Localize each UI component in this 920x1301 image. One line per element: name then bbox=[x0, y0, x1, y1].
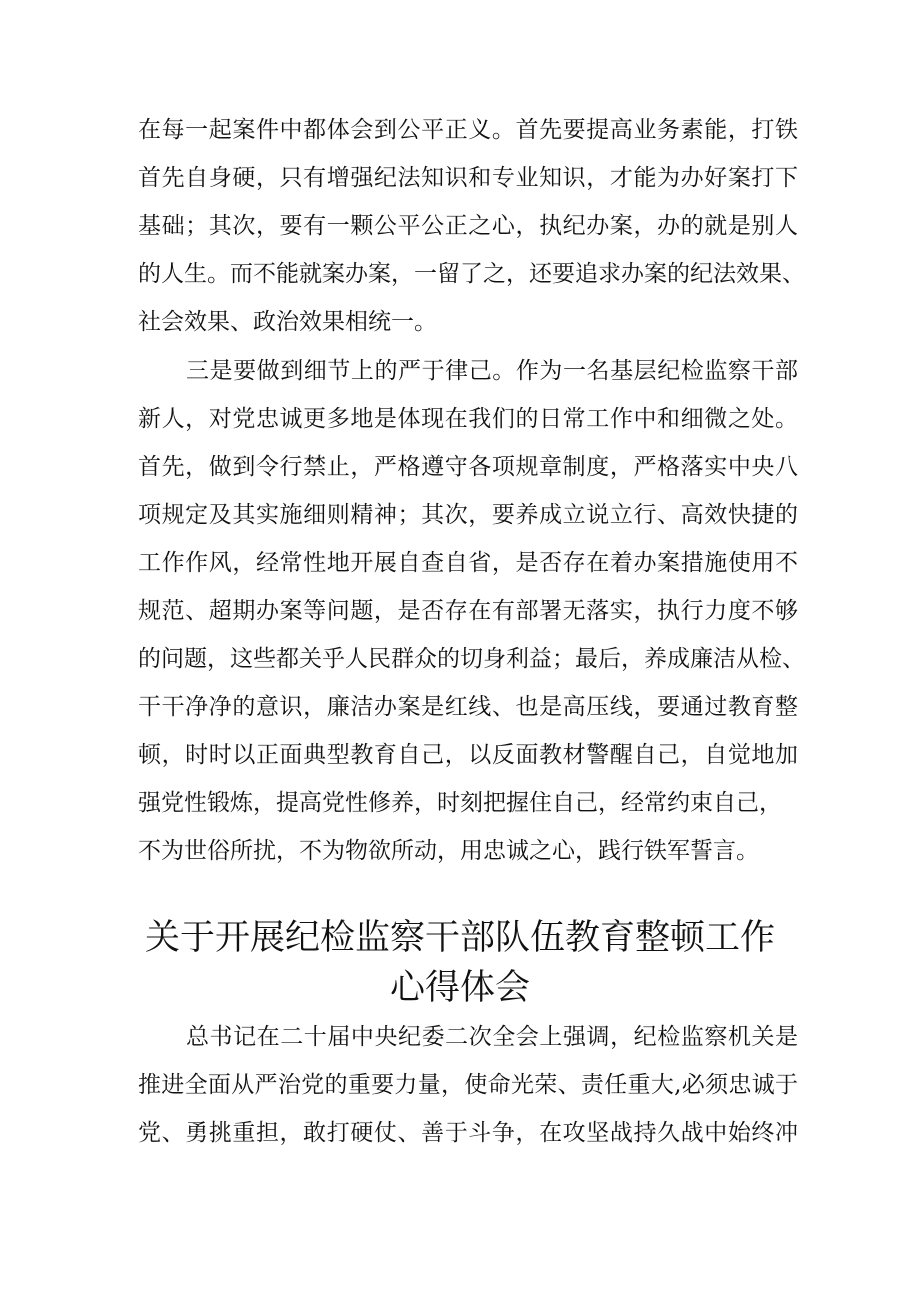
paragraph-line: 首先，做到令行禁止，严格遵守各项规章制度，严格落实中央八 bbox=[138, 454, 798, 480]
document-title-line-2: 心得体会 bbox=[389, 968, 530, 1008]
paragraph-line: 基础；其次，要有一颗公平公正之心，执纪办案，办的就是别人 bbox=[138, 213, 798, 239]
document-title-line-1: 关于开展纪检监察干部队伍教育整顿工作 bbox=[144, 918, 775, 958]
paragraph-line: 不为世俗所扰，不为物欲所动，用忠诚之心，践行铁军誓言。 bbox=[138, 838, 759, 864]
paragraph-line: 规范、超期办案等问题，是否存在有部署无落实，执行力度不够 bbox=[138, 598, 798, 624]
paragraph-line: 总书记在二十届中央纪委二次全会上强调，纪检监察机关是 bbox=[186, 1024, 798, 1050]
paragraph-line: 强党性锻炼，提高党性修养，时刻把握住自己，经常约束自己， bbox=[138, 790, 782, 816]
paragraph-line: 社会效果、政治效果相统一。 bbox=[138, 309, 437, 335]
paragraph-line: 的人生。而不能就案办案，一留了之，还要追求办案的纪法效果、 bbox=[138, 261, 805, 287]
paragraph-line: 工作作风，经常性地开展自查自省，是否存在着办案措施使用不 bbox=[138, 550, 798, 576]
paragraph-line: 的问题，这些都关乎人民群众的切身利益；最后，养成廉洁从检、 bbox=[138, 646, 805, 672]
paragraph-line: 顿，时时以正面典型教育自己，以反面教材警醒自己，自觉地加 bbox=[138, 742, 798, 768]
paragraph-line: 推进全面从严治党的重要力量，使命光荣、责任重大,必须忠诚于 bbox=[138, 1072, 798, 1098]
paragraph-line: 项规定及其实施细则精神；其次，要养成立说立行、高效快捷的 bbox=[138, 502, 798, 528]
paragraph-line: 首先自身硬，只有增强纪法知识和专业知识，才能为办好案打下 bbox=[138, 165, 798, 191]
paragraph-line: 三是要做到细节上的严于律己。作为一名基层纪检监察干部 bbox=[186, 358, 798, 384]
paragraph-line: 在每一起案件中都体会到公平正义。首先要提高业务素能，打铁 bbox=[138, 117, 798, 143]
paragraph-line: 干干净净的意识，廉洁办案是红线、也是高压线，要通过教育整 bbox=[138, 694, 798, 720]
paragraph-line: 新人，对党忠诚更多地是体现在我们的日常工作中和细微之处。 bbox=[138, 406, 798, 432]
paragraph-line: 党、勇挑重担，敢打硬仗、善于斗争，在攻坚战持久战中始终冲 bbox=[138, 1120, 798, 1146]
